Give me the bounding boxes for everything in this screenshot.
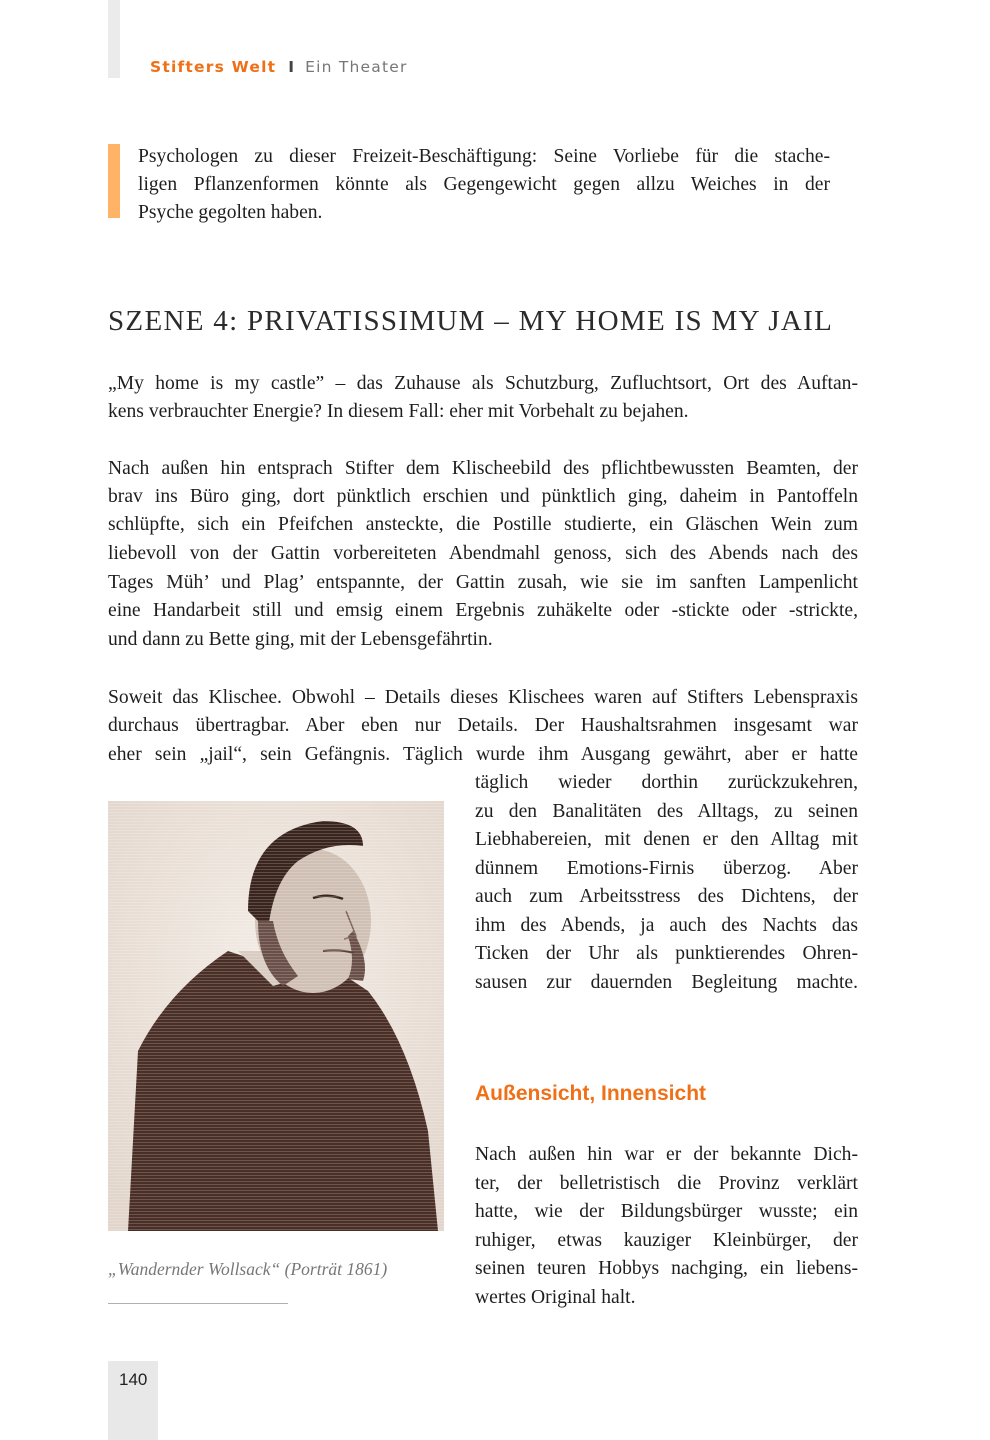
paragraph-line: dünnem Emotions-Firnis überzog. Aber (475, 858, 858, 879)
paragraph-line: Soweit das Klischee. Obwohl – Details dieses Klischees waren auf Stifters Lebenspraxis (108, 687, 858, 708)
paragraph-line: ihm des Abends, ja auch des Nachts das (475, 915, 858, 936)
caption-divider (108, 1303, 288, 1304)
paragraph-line: brav ins Büro ging, dort pünktlich erschien und pünktlich ging, daheim in Pantoffeln (108, 486, 858, 507)
paragraph-line: kens verbrauchter Energie? In diesem Fall: eher mit Vorbehalt zu bejahen. (108, 401, 689, 422)
paragraph-line: Ticken der Uhr als punktierendes Ohren- (475, 943, 858, 964)
paragraph-line: Tages Müh’ und Plag’ entspannte, der Gattin zusah, wie sie im sanften Lampenlicht (108, 572, 858, 593)
paragraph-line: auch zum Arbeitsstress des Dichtens, der (475, 886, 858, 907)
quote-bar-accent (108, 144, 120, 218)
paragraph-line: wertes Original halt. (475, 1287, 636, 1308)
paragraph-line: ruhiger, etwas kauziger Kleinbürger, der (475, 1230, 858, 1251)
paragraph-line: liebevoll von der Gattin vorbereiteten Abendmahl genoss, sich des Abends nach des (108, 543, 858, 564)
scene-title: SZENE 4: PRIVATISSIMUM – MY HOME IS MY JAIL (108, 305, 834, 337)
intro-quote-line: Psyche gegolten haben. (138, 202, 323, 223)
intro-quote-line: ligen Pflanzenformen könnte als Gegengewicht gegen allzu Weiches in der (138, 174, 830, 195)
chapter-title: Ein Theater (305, 58, 408, 76)
header-tab-marker (108, 0, 120, 78)
paragraph-line: „My home is my castle” – das Zuhause als Schutzburg, Zufluchtsort, Ort des Auftan- (108, 373, 858, 394)
paragraph-line: hatte, wie der Bildungsbürger wusste; ein (475, 1201, 858, 1222)
paragraph-line: sausen zur dauernden Begleitung machte. (475, 972, 858, 993)
paragraph-line: eine Handarbeit still und emsig einem Ergebnis zuhäkelte oder -stickte oder -strickte, (108, 600, 858, 621)
paragraph-line: täglich wieder dorthin zurückzukehren, (475, 772, 858, 793)
portrait-illustration (108, 801, 444, 1231)
page-number: 140 (119, 1370, 148, 1389)
running-head (150, 58, 408, 76)
intro-quote-line: Psychologen zu dieser Freizeit-Beschäftigung: Seine Vorliebe für die stache- (138, 146, 830, 167)
paragraph-line: durchaus übertragbar. Aber eben nur Details. Der Haushaltsrahmen insgesamt war (108, 715, 858, 736)
paragraph-line: ter, der belletristisch die Provinz verklärt (475, 1173, 858, 1194)
paragraph-line: und dann zu Bette ging, mit der Lebensgefährtin. (108, 629, 493, 650)
paragraph-line: Liebhabereien, mit denen er den Alltag mit (475, 829, 858, 850)
subsection-title: Außensicht, Innensicht (475, 1082, 707, 1105)
paragraph-line: seinen teuren Hobbys nachging, ein liebens- (475, 1258, 858, 1279)
paragraph-line: eher sein „jail“, sein Gefängnis. Täglich wurde ihm Ausgang gewährt, aber er hatte (108, 744, 858, 765)
paragraph-line: zu den Banalitäten des Alltags, zu seinen (475, 801, 858, 822)
header-separator: I (288, 58, 296, 76)
paragraph-line: Nach außen hin entsprach Stifter dem Klischeebild des pflichtbewussten Beamten, der (108, 458, 858, 479)
figure-caption: „Wandernder Wollsack“ (Porträt 1861) (108, 1259, 388, 1279)
paragraph-line: schlüpfte, sich ein Pfeifchen ansteckte, die Postille studierte, ein Gläschen Wein zum (108, 514, 858, 535)
book-title: Stifters Welt (150, 58, 277, 76)
paragraph-line: Nach außen hin war er der bekannte Dich- (475, 1144, 858, 1165)
portrait-photo (108, 801, 444, 1231)
